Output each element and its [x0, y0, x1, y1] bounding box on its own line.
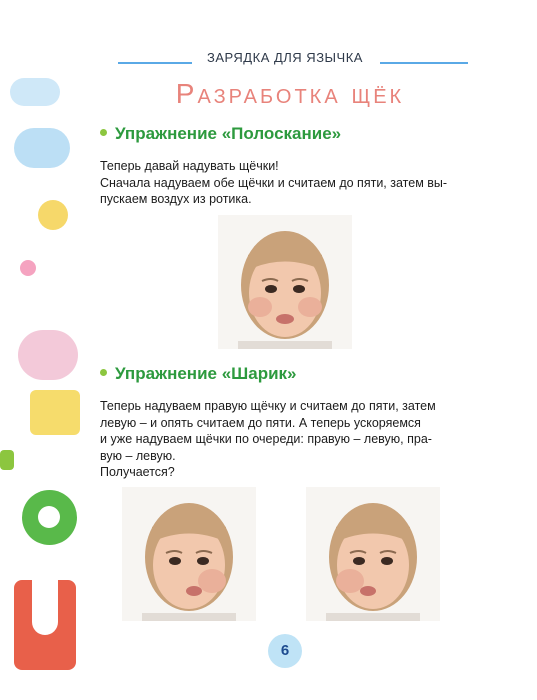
bullet-icon	[100, 369, 107, 376]
exercise-2-heading	[100, 364, 297, 384]
text-line: пускаем воздух из ротика.	[100, 192, 252, 206]
text-line: Теперь надуваем правую щёчку и считаем до пяти, затем	[100, 399, 436, 413]
photo-left-cheek	[306, 487, 440, 621]
page-number: 6	[268, 634, 302, 668]
cloud-decoration	[20, 260, 36, 276]
text-line: и уже надуваем щёчки по очереди: правую – левую, пра-	[100, 432, 432, 446]
photo-puffed-cheeks	[218, 215, 352, 349]
cloud-decoration	[38, 200, 68, 230]
cloud-decoration	[10, 78, 60, 106]
exercise-1-heading-text: Упражнение «Полоскание»	[115, 124, 342, 143]
exercise-2-heading-text: Упражнение «Шарик»	[115, 364, 297, 383]
photo-right-cheek	[122, 487, 256, 621]
cloud-decoration	[0, 450, 14, 470]
exercise-1-text	[100, 158, 472, 208]
header-line-left	[118, 62, 192, 64]
page-title: Разработка щёк	[175, 78, 405, 109]
bullet-icon	[100, 129, 107, 136]
text-line: вую – левую.	[100, 448, 176, 463]
section-label: ЗАРЯДКА ДЛЯ ЯЗЫЧКА	[207, 50, 363, 65]
text-line: Теперь давай надувать щёчки!	[100, 159, 279, 173]
cloud-decoration	[32, 580, 58, 635]
cloud-decoration	[14, 128, 70, 168]
cloud-decoration	[18, 330, 78, 380]
text-line: Получается?	[100, 465, 175, 479]
decorative-border	[0, 0, 90, 700]
exercise-2-text	[100, 398, 472, 481]
exercise-1-heading	[100, 124, 341, 144]
text-line: Сначала надуваем обе щёчки и считаем до пяти, затем вы-	[100, 175, 448, 190]
text-line: левую – и опять считаем до пяти. А теперь ускоряемся	[100, 415, 421, 430]
cloud-decoration	[38, 506, 60, 528]
cloud-decoration	[30, 390, 80, 435]
header-line-right	[380, 62, 468, 64]
